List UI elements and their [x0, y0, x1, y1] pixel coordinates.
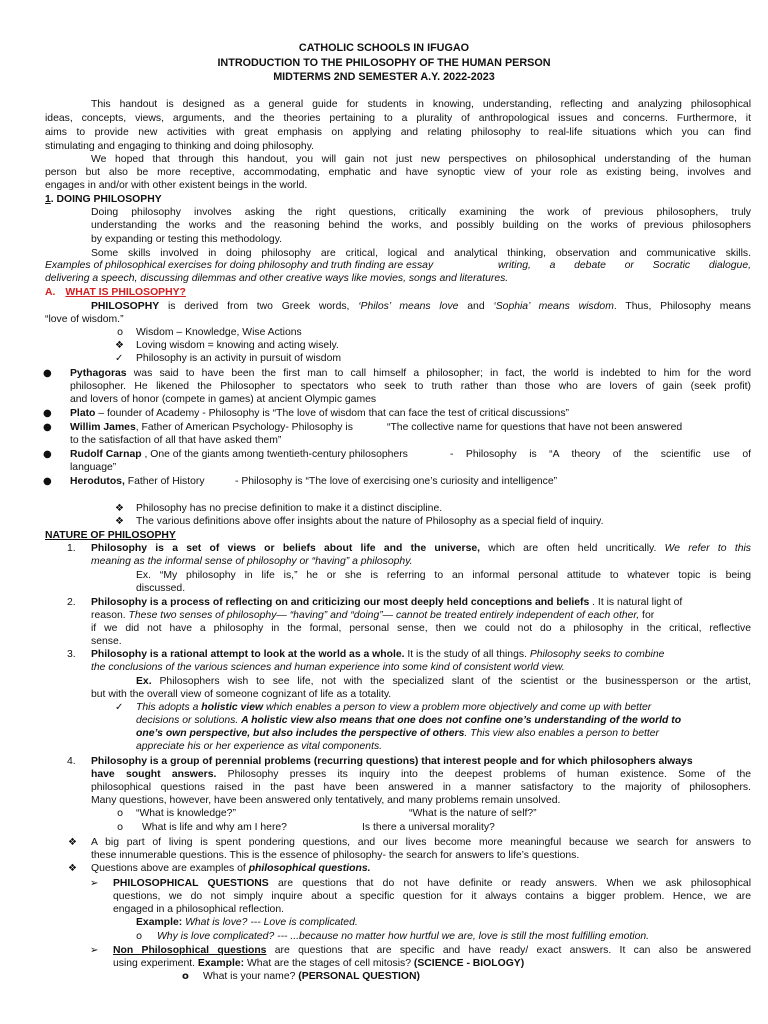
- question-morality: Is there a universal morality?: [362, 822, 495, 833]
- nature-3-line1: Philosophy is a rational attempt to look at the world as a whole. It is the study of all things. Philosophy seeks to combine: [91, 649, 665, 660]
- diamond-bullet-icon: ❖: [115, 340, 124, 351]
- bullet-icon: ●: [43, 368, 52, 379]
- philosophical-questions-line1: PHILOSOPHICAL QUESTIONS are questions that do not have definite or ready answers. When we ask philosophical: [113, 878, 751, 889]
- bullet-icon: ●: [43, 449, 52, 460]
- bullet-icon: ●: [43, 476, 52, 487]
- diamond-bullet-icon: ❖: [115, 503, 124, 514]
- circle-bullet-icon: o: [182, 971, 189, 982]
- doing-p1-line2: understanding the works and the reasoning behind the works, and possibly building on the works of previous philosophers: [91, 220, 751, 231]
- carnap-line1-b: - Philosophy is “A theory of the scientific use of: [450, 449, 751, 460]
- non-philosophical-line2: using experiment. Example: What are the stages of cell mitosis? (SCIENCE - BIOLOGY): [113, 958, 525, 969]
- holistic-line2: decisions or solutions. A holistic view also means that one does not confine one’s understanding of the world to: [136, 715, 682, 726]
- herodotus-line-a: Herodutos, Father of History: [70, 476, 205, 487]
- nature-2-line1: Philosophy is a process of reflecting on and criticizing our most deeply held conceptions and beliefs . It is natural light of: [91, 597, 683, 608]
- philosophical-questions-line2: questions, we do not simply inquire about a specific question for it always contains a bigger problem. Hence, we are: [113, 891, 751, 902]
- diamond-bullet-icon: ❖: [68, 837, 77, 848]
- closing-line1: A big part of living is spent pondering questions, and our lives become more meaningful because we search for answers to: [91, 837, 751, 848]
- nature-3-line2: the conclusions of the various sciences and human experience into some kind of consistent world view.: [91, 662, 565, 673]
- question-life: What is life and why am I here?: [142, 822, 287, 833]
- james-line1-a: Willim James, Father of American Psychology- Philosophy is: [70, 422, 353, 433]
- circle-bullet-icon: o: [117, 808, 124, 819]
- header-school: CATHOLIC SCHOOLS IN IFUGAO: [298, 42, 470, 54]
- intro-p2-line1: We hoped that through this handout, you will gain not just new perspectives on philosophical understanding of the human: [91, 154, 751, 165]
- carnap-line2: language”: [70, 462, 117, 473]
- examples-line2: delivering a speech, discussing dilemmas and other creative ways like movies, songs and literatures.: [45, 273, 509, 284]
- philosophy-definition-line1: PHILOSOPHY is derived from two Greek words, ‘Philos’ means love and ‘Sophia’ means wisdom. Thus, Philosophy means: [91, 301, 751, 312]
- philosophical-questions-line3: engaged in a philosophical reflection.: [113, 904, 284, 915]
- nature-2-line2: reason. These two senses of philosophy— “having” and “doing”— cannot be treated entirely independent of each other, for: [91, 610, 655, 621]
- doing-p2: Some skills involved in doing philosophy are critical, logical and analytical thinking, observation and communicative skills.: [91, 248, 751, 259]
- circle-bullet-icon: o: [136, 931, 143, 942]
- nature-2-line3: if we did not have a philosophy in the formal, personal sense, then we could not do a philosophy in the critical, reflective: [91, 623, 751, 634]
- diamond-bullet-icon: ❖: [115, 516, 124, 527]
- intro-p1-line2: ideas, concepts, views, arguments, and the theories pertaining to a plurality of anthropological issues and concerns. Furthermore, it: [45, 113, 751, 124]
- header-course: INTRODUCTION TO THE PHILOSOPHY OF THE HUMAN PERSON: [217, 56, 551, 69]
- doing-heading: 1. DOING PHILOSOPHY: [45, 194, 162, 205]
- intro-p1-line1: This handout is designed as a general guide for students in knowing, understanding, reflecting and analyzing philosophical: [91, 99, 751, 110]
- closing-line2: these innumerable questions. This is the essence of philosophy- the search for answers to life’s questions.: [91, 850, 580, 861]
- bullet-icon: ●: [43, 422, 52, 433]
- philosophy-definition-line2: “love of wisdom.”: [45, 314, 124, 325]
- nature-4-line3: philosophical questions raised in the past have been answered in a manner satisfactory to the majority of philosophers.: [91, 782, 751, 793]
- section-a-heading: A. WHAT IS PHILOSOPHY?: [45, 287, 186, 298]
- question-knowledge: “What is knowledge?”: [136, 808, 236, 819]
- non-philosophical-sub: What is your name? (PERSONAL QUESTION): [203, 971, 420, 982]
- philosophical-example-sub: Why is love complicated? --- ...because no matter how hurtful we are, love is still the most fulfilling emotion.: [157, 931, 650, 942]
- intro-p1-line3: aims to provide new activities with great emphasis on applying and relating philosophy to real-life situations which you can find: [45, 127, 751, 138]
- james-line1-b: “The collective name for questions that have not been answered: [387, 422, 683, 433]
- question-self: “What is the nature of self?”: [409, 808, 537, 819]
- nature-1-number: 1.: [67, 543, 76, 554]
- nature-1-example-line1: Ex. “My philosophy in life is,” he or she is referring to an informal personal attitude to whatever topic is being: [136, 570, 751, 581]
- pythagoras-line2: philosopher. He likened the Philosopher to spectators who seek to truth rather than those who are lovers of gain (seek profit): [70, 381, 751, 392]
- nature-4-line2: have sought answers. Philosophy presses its inquiry into the deepest problems of human existence. Some of the: [91, 769, 752, 780]
- pythagoras-line1: Pythagoras was said to have been the first man to call himself a philosopher; in fact, the world is indebted to him for the word: [70, 368, 751, 379]
- nature-heading: NATURE OF PHILOSOPHY: [45, 530, 176, 541]
- non-philosophical-line1: Non Philosophical questions are questions that are specific and have ready/ exact answers. It can also be answered: [113, 945, 752, 956]
- circle-bullet-icon: o: [117, 822, 124, 833]
- holistic-line1: This adopts a holistic view which enables a person to view a problem more objectively and come up with better: [136, 702, 652, 713]
- doing-p1-line1: Doing philosophy involves asking the right questions, critically examining the work of previous philosophers, truly: [91, 207, 751, 218]
- nature-3-example-line1: Ex. Philosophers wish to see life, not with the specialized slant of the scientist or the businessperson or the artist,: [136, 676, 751, 687]
- intro-p2-line2: person but also be more receptive, accommodating, emphatic and have synoptic view of your role as existing being, involves and: [45, 167, 751, 178]
- circle-bullet-icon: o: [117, 327, 124, 338]
- nature-2-line4: sense.: [91, 636, 122, 647]
- examples-line1-b: writing, a debate or Socratic dialogue,: [498, 260, 751, 271]
- closing-questions-examples: Questions above are examples of philosophical questions.: [91, 863, 371, 874]
- arrow-bullet-icon: ➢: [90, 945, 99, 956]
- checkmark-icon: ✓: [115, 702, 124, 713]
- nature-1-line2: meaning as the informal sense of philosophy or “having” a philosophy.: [91, 556, 413, 567]
- nature-4-line4: Many questions, however, have been answered only tentatively, and many problems remain unsolved.: [91, 795, 561, 806]
- nature-3-example-line2: but with the overall view of someone cognizant of life as a totality.: [91, 689, 392, 700]
- nature-1-line1: Philosophy is a set of views or beliefs about life and the universe, which are often held uncritically. We refer to this: [91, 543, 752, 554]
- diamond-bullet-icon: ❖: [68, 863, 77, 874]
- plato-line: Plato – founder of Academy - Philosophy is “The love of wisdom that can face the test of critical discussions”: [70, 408, 569, 419]
- pythagoras-line3: and lovers of honor (compete in games) at ancient Olympic games: [70, 394, 377, 405]
- carnap-line1-a: Rudolf Carnap , One of the giants among twentieth-century philosophers: [70, 449, 408, 460]
- nature-4-line1: Philosophy is a group of perennial problems (recurring questions) that interest people and for which philosophers always: [91, 756, 693, 767]
- point-loving-wisdom: Loving wisdom = knowing and acting wisely.: [136, 340, 339, 351]
- examples-line1-a: Examples of philosophical exercises for doing philosophy and truth finding are essay: [45, 260, 434, 271]
- doing-p1-line3: by expanding or testing this methodology.: [91, 234, 282, 245]
- document-header: [0, 41, 768, 85]
- holistic-line3: one’s own perspective, but also includes the perspective of others. This view also enables a person to better: [136, 728, 660, 739]
- nature-1-example-line2: discussed.: [136, 583, 186, 594]
- arrow-bullet-icon: ➢: [90, 878, 99, 889]
- bullet-icon: ●: [43, 408, 52, 419]
- intro-p1-line4: stimulating and engaging to thinking and doing philosophy.: [45, 141, 315, 152]
- james-line2: to the satisfaction of all that have asked them”: [70, 435, 282, 446]
- philosophical-example: Example: What is love? --- Love is complicated.: [136, 917, 358, 928]
- intro-p2-line3: engages in and/or with other existent beings in the world.: [45, 180, 308, 191]
- holistic-line4: appreciate his or her experience as vital components.: [136, 741, 383, 752]
- note-various-definitions: The various definitions above offer insights about the nature of Philosophy as a special field of inquiry.: [136, 516, 604, 527]
- checkmark-icon: ✓: [115, 353, 124, 364]
- note-no-definition: Philosophy has no precise definition to make it a distinct discipline.: [136, 503, 443, 514]
- nature-2-number: 2.: [67, 597, 76, 608]
- nature-4-number: 4.: [67, 756, 76, 767]
- header-term: MIDTERMS 2ND SEMESTER A.Y. 2022-2023: [273, 71, 495, 84]
- herodotus-line-b: - Philosophy is “The love of exercising one’s curiosity and intelligence”: [235, 476, 558, 487]
- point-wisdom: Wisdom – Knowledge, Wise Actions: [136, 327, 302, 338]
- nature-3-number: 3.: [67, 649, 76, 660]
- point-activity: Philosophy is an activity in pursuit of wisdom: [136, 353, 342, 364]
